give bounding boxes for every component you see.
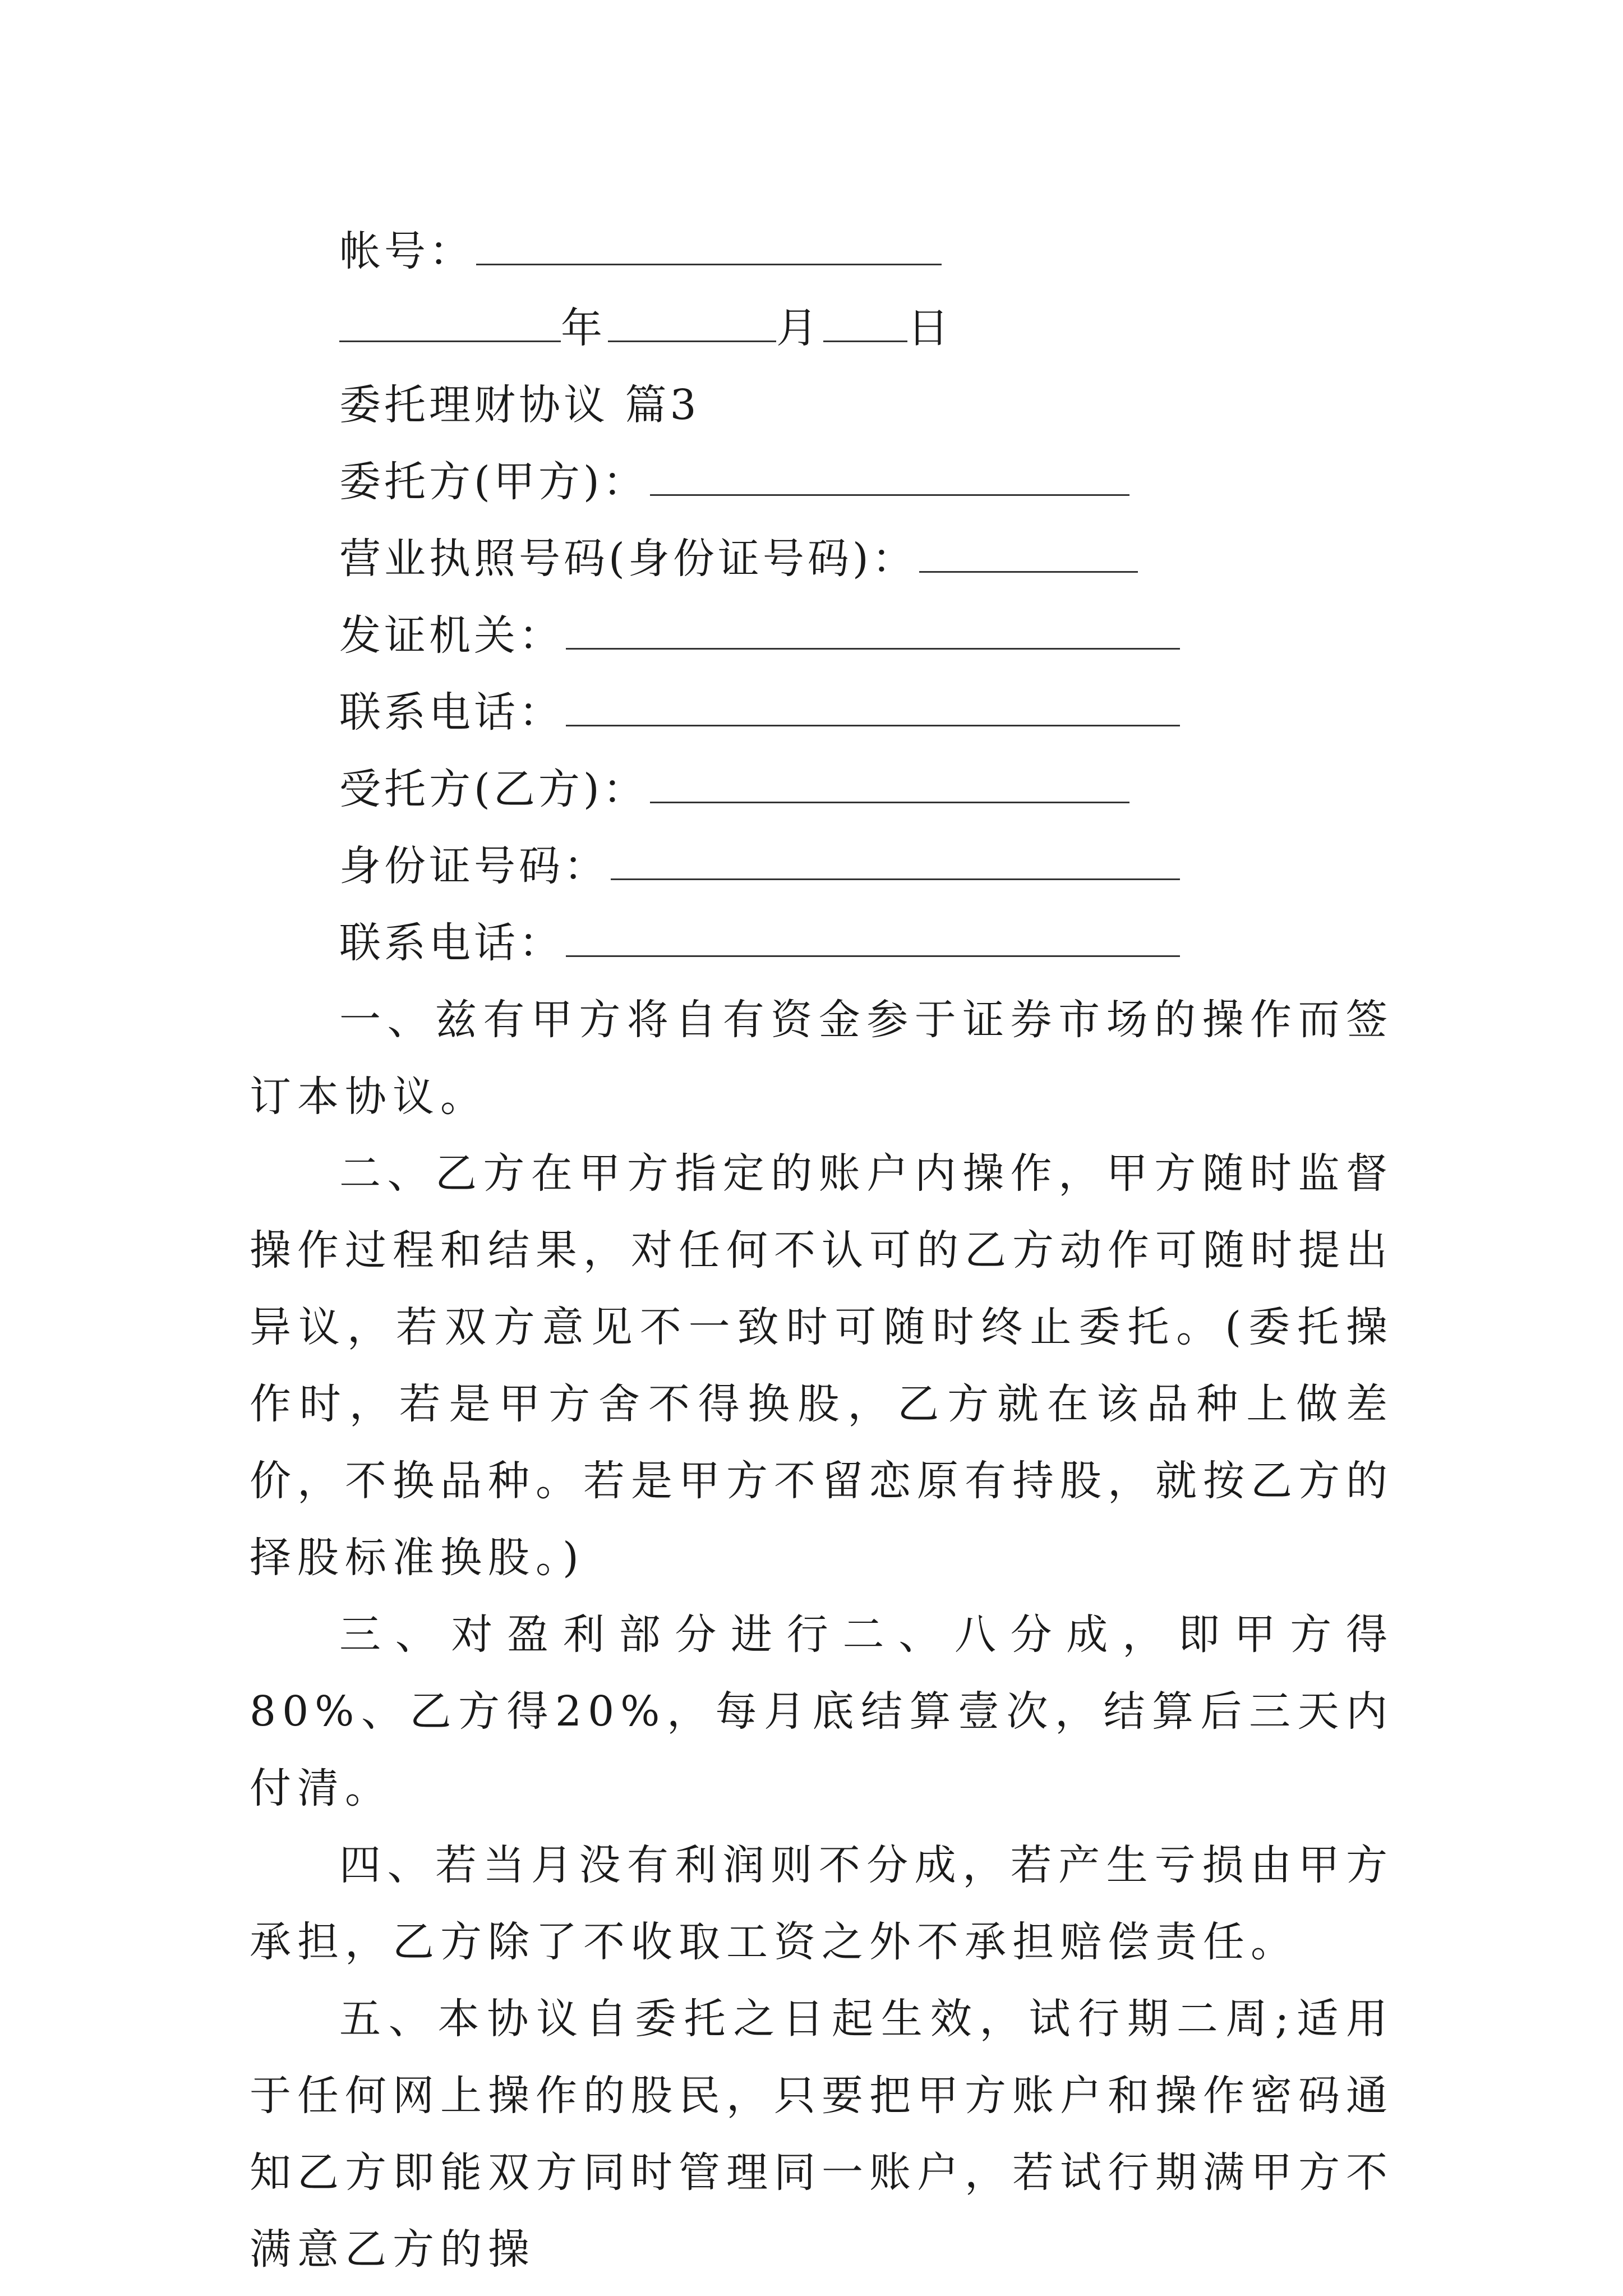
date-month-label: 月 <box>776 304 821 352</box>
date-field <box>250 290 1394 367</box>
account-field <box>250 213 1394 290</box>
trustee-field <box>250 751 1394 828</box>
id-label: 身份证号码： <box>339 842 608 890</box>
client-label: 委托方(甲方)： <box>339 458 648 506</box>
client-blank <box>650 461 1129 496</box>
trustee-blank <box>650 768 1129 803</box>
clause-1: 一、兹有甲方将自有资金参于证券市场的操作而签订本协议。 <box>250 996 1394 1121</box>
account-blank <box>476 230 942 265</box>
id-field <box>250 828 1394 905</box>
license-label: 营业执照号码(身份证号码)： <box>339 535 917 583</box>
trustee-label: 受托方(乙方)： <box>339 765 648 813</box>
phone2-field <box>250 905 1394 982</box>
clause-5: 五、本协议自委托之日起生效，试行期二周;适用于任何网上操作的股民，只要把甲方账户和操作密码通知乙方即能双方同时管理同一账户，若试行期满甲方不满意乙方的操 <box>250 1995 1394 2274</box>
section-heading: 委托理财协议 篇3 <box>339 381 700 429</box>
day-blank <box>823 307 907 342</box>
phone2-blank <box>566 922 1180 957</box>
month-blank <box>608 307 776 342</box>
issuer-blank <box>566 614 1180 650</box>
license-blank <box>919 537 1138 573</box>
year-blank <box>339 307 561 342</box>
account-label: 帐号： <box>339 227 474 275</box>
phone1-label: 联系电话： <box>339 688 564 737</box>
phone2-label: 联系电话： <box>339 919 564 967</box>
date-day-label: 日 <box>907 304 952 352</box>
clause-4: 四、若当月没有利润则不分成，若产生亏损由甲方承担，乙方除了不收取工资之外不承担赔偿责任。 <box>250 1841 1394 1966</box>
issuer-field <box>250 597 1394 674</box>
license-field <box>250 521 1394 597</box>
date-year-label: 年 <box>561 304 606 352</box>
clause-2: 二、乙方在甲方指定的账户内操作，甲方随时监督操作过程和结果，对任何不认可的乙方动作可随时提出异议，若双方意见不一致时可随时终止委托。(委托操作时，若是甲方舍不得换股，乙方就在该品种上做差价，不换品种。若是甲方不留恋原有持股，就按乙方的择股标准换股。) <box>250 1149 1394 1582</box>
phone1-field <box>250 674 1394 751</box>
phone1-blank <box>566 691 1180 726</box>
document-body <box>250 213 1394 2288</box>
clause-3: 三、对盈利部分进行二、八分成，即甲方得80%、乙方得20%，每月底结算壹次，结算后三天内付清。 <box>250 1611 1394 1812</box>
client-field <box>250 444 1394 521</box>
issuer-label: 发证机关： <box>339 611 564 660</box>
id-blank <box>611 845 1180 880</box>
